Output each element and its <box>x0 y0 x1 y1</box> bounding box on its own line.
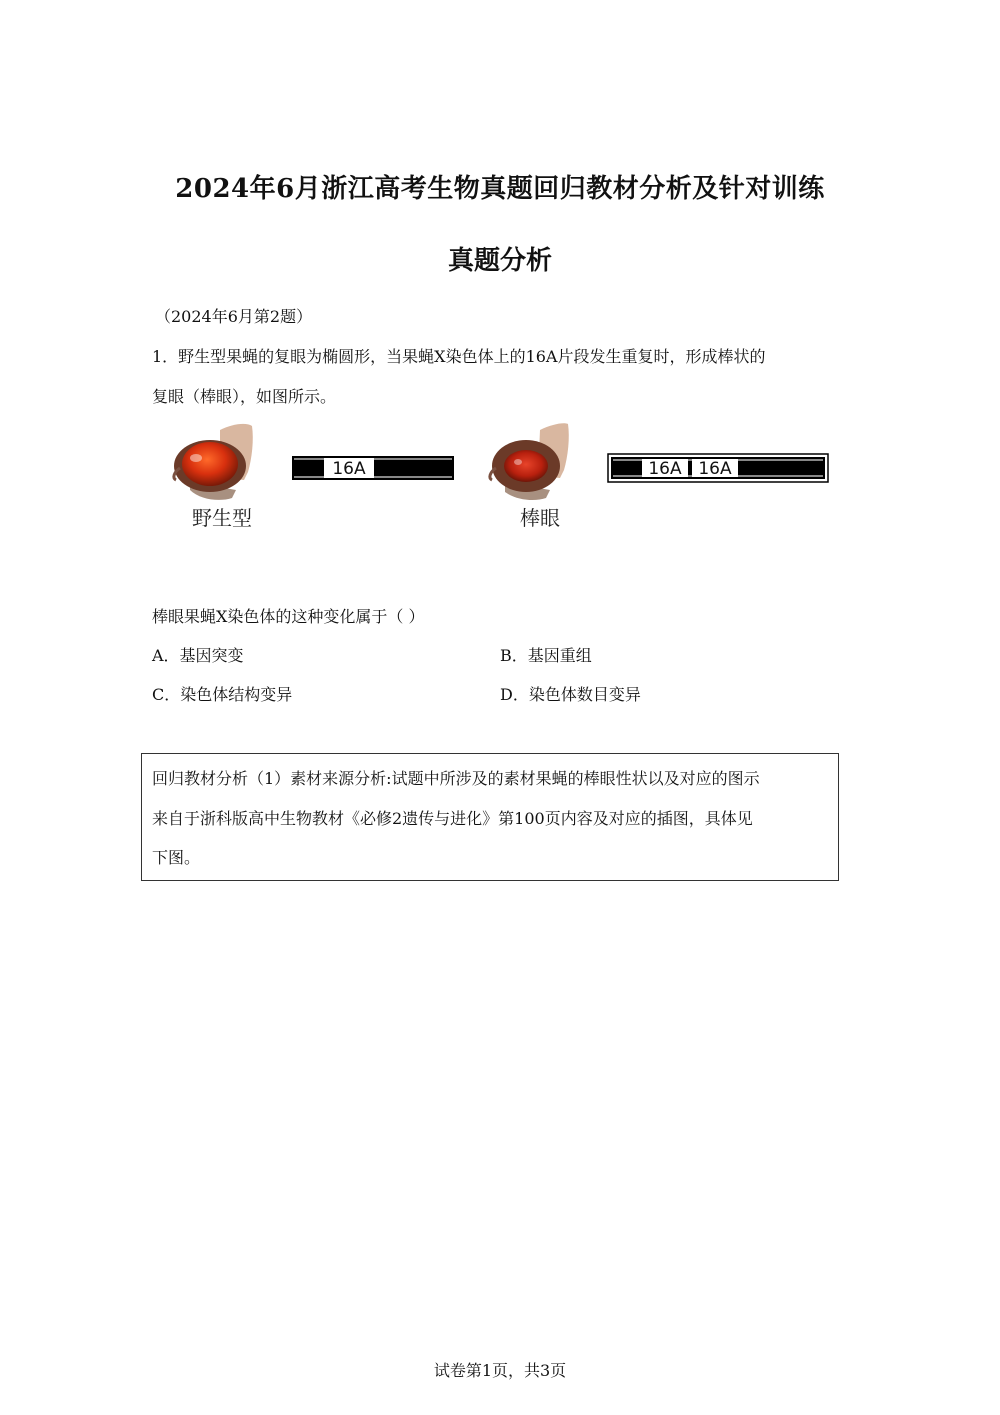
option-b: B．基因重组 <box>500 646 592 665</box>
segment-16a-second-label: 16A <box>698 459 732 479</box>
page-title: 2024年6月浙江高考生物真题回归教材分析及针对训练 <box>175 174 825 204</box>
option-c: C．染色体结构变异 <box>152 685 293 704</box>
bar-eye-chromosome <box>608 454 828 482</box>
page-footer: 试卷第1页，共3页 <box>433 1361 567 1380</box>
wild-type-fly-icon <box>174 424 253 500</box>
bar-eye-fly-icon <box>490 423 569 500</box>
wild-type-label: 野生型 <box>192 506 252 530</box>
question-ask: 棒眼果蝇X染色体的这种变化属于（ ） <box>152 607 425 626</box>
analysis-line-3: 下图。 <box>152 848 201 867</box>
segment-16a-label: 16A <box>332 459 366 479</box>
bar-eye-label: 棒眼 <box>520 506 560 530</box>
fruit-fly-eye-figure <box>160 420 840 540</box>
textbook-analysis-box <box>141 753 839 881</box>
wild-type-chromosome <box>292 456 454 480</box>
analysis-line-1: 回归教材分析（1）素材来源分析:试题中所涉及的素材果蝇的棒眼性状以及对应的图示 <box>152 769 760 788</box>
question-source: （2024年6月第2题） <box>155 307 313 326</box>
option-d: D．染色体数目变异 <box>500 685 641 704</box>
analysis-line-2: 来自于浙科版高中生物教材《必修2遗传与进化》第100页内容及对应的插图，具体见 <box>152 809 753 828</box>
section-title: 真题分析 <box>447 246 552 276</box>
option-a: A．基因突变 <box>152 646 244 665</box>
question-stem-line-2: 复眼（棒眼），如图所示。 <box>152 387 337 406</box>
question-stem-line-1: 1．野生型果蝇的复眼为椭圆形，当果蝇X染色体上的16A片段发生重复时，形成棒状的 <box>152 347 766 366</box>
segment-16a-first-label: 16A <box>648 459 682 479</box>
